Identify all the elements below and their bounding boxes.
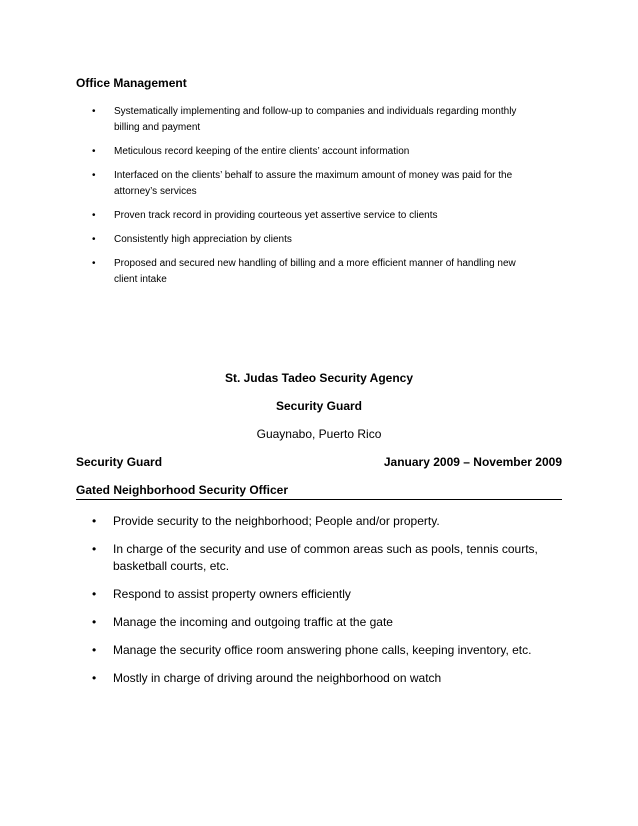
list-item-line-1: Provide security to the neighborhood; People and/or property. (113, 514, 440, 528)
bullet-icon: • (92, 514, 97, 528)
list-item (76, 513, 562, 530)
bullet-icon: • (92, 258, 96, 269)
list-item-line-1: Proposed and secured new handling of billing and a more efficient manner of handling new (114, 258, 516, 269)
bullet-icon: • (92, 170, 96, 181)
employer-position: Security Guard (275, 399, 363, 413)
list-item-line-1: Manage the security office room answering phone calls, keeping inventory, etc. (113, 643, 532, 657)
list-item-line-1: Consistently high appreciation by clients (114, 234, 292, 245)
office-management-list (76, 104, 556, 296)
list-item-line-1: Proven track record in providing courteous yet assertive service to clients (114, 210, 438, 221)
bullet-icon: • (92, 542, 97, 556)
job-subtitle: Gated Neighborhood Security Officer (76, 483, 562, 500)
list-item-line-2: client intake (114, 274, 167, 285)
bullet-icon: • (92, 234, 96, 245)
bullet-icon: • (92, 210, 96, 221)
list-item-line-1: Manage the incoming and outgoing traffic at the gate (113, 615, 393, 629)
list-item-line-2: billing and payment (114, 122, 201, 133)
bullet-icon: • (92, 643, 97, 657)
list-item (76, 670, 562, 687)
list-item-line-1: Interfaced on the clients’ behalf to assure the maximum amount of money was paid for the (114, 170, 513, 181)
job-dates: January 2009 – November 2009 (383, 455, 562, 469)
list-item-line-2: attorney’s services (114, 186, 197, 197)
job-duties-list (76, 513, 562, 698)
job-header-row (76, 455, 562, 469)
bullet-icon: • (92, 106, 96, 117)
list-item (76, 256, 556, 288)
list-item-line-1: Respond to assist property owners efficiently (113, 587, 351, 601)
list-item (76, 144, 556, 160)
bullet-icon: • (92, 615, 97, 629)
bullet-icon: • (92, 671, 97, 685)
list-item-line-1: Mostly in charge of driving around the neighborhood on watch (113, 671, 442, 685)
list-item (76, 614, 562, 631)
employer-name: St. Judas Tadeo Security Agency (224, 371, 414, 385)
bullet-icon: • (92, 146, 96, 157)
list-item (76, 586, 562, 603)
list-item-line-1: In charge of the security and use of common areas such as pools, tennis courts, (113, 542, 538, 556)
list-item-line-1: Systematically implementing and follow-up to companies and individuals regarding monthly (114, 106, 517, 117)
list-item (76, 642, 562, 659)
list-item (76, 541, 562, 575)
list-item (76, 232, 556, 248)
list-item (76, 208, 556, 224)
employer-location: Guaynabo, Puerto Rico (256, 427, 382, 441)
list-item-line-2: basketball courts, etc. (113, 559, 230, 573)
office-management-heading: Office Management (76, 76, 187, 90)
list-item (76, 168, 556, 200)
list-item (76, 104, 556, 136)
list-item-line-1: Meticulous record keeping of the entire clients’ account information (114, 146, 410, 157)
job-title: Security Guard (76, 455, 163, 469)
bullet-icon: • (92, 587, 97, 601)
